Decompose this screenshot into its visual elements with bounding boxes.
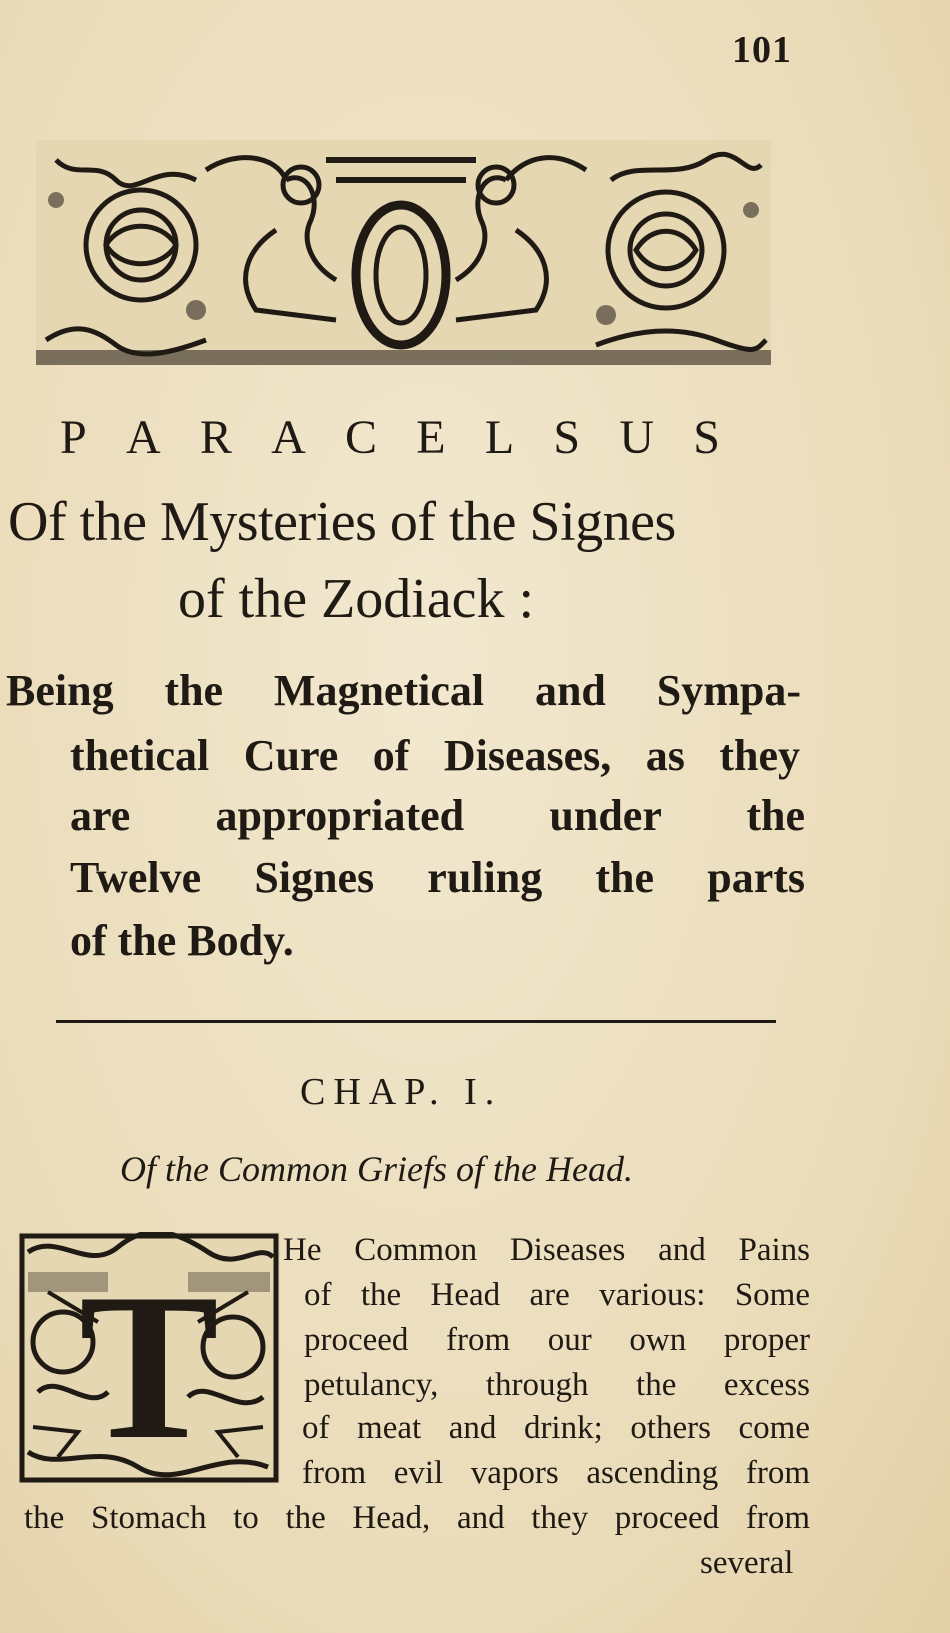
author-letter: C bbox=[345, 411, 378, 464]
author-letter: U bbox=[619, 411, 654, 464]
ornamental-headpiece-icon bbox=[36, 140, 771, 365]
subtitle-line-2: thetical Cure of Diseases, as they bbox=[70, 731, 800, 780]
author-letter: A bbox=[271, 411, 306, 464]
title-line-1: Of the Mysteries of the Signes bbox=[8, 491, 676, 553]
initial-letter: T bbox=[78, 1251, 220, 1483]
subtitle-line-4: Twelve Signes ruling the parts bbox=[70, 853, 805, 902]
chapter-subheading: Of the Common Griefs of the Head. bbox=[120, 1149, 633, 1189]
author-letter: E bbox=[416, 411, 446, 464]
subtitle-line-1: Being the Magnetical and Sympa- bbox=[6, 666, 801, 715]
author-letter: S bbox=[693, 411, 720, 464]
body-line-6: from evil vapors ascending from bbox=[302, 1455, 810, 1491]
body-line-2: of the Head are various: Some bbox=[304, 1277, 810, 1313]
subtitle-line-3: are appropriated under the bbox=[70, 791, 805, 840]
title-line-2: of the Zodiack : bbox=[178, 568, 535, 630]
body-line-1: He Common Diseases and Pains bbox=[283, 1232, 810, 1268]
author-letter: L bbox=[484, 411, 515, 464]
author-letter: A bbox=[125, 411, 161, 464]
author-letter: R bbox=[199, 411, 232, 464]
horizontal-rule bbox=[56, 1020, 776, 1023]
decorated-initial-t-icon bbox=[18, 1232, 280, 1484]
author-heading bbox=[60, 410, 720, 465]
body-line-5: of meat and drink; others come bbox=[302, 1410, 810, 1446]
body-line-3: proceed from our own proper bbox=[304, 1322, 810, 1358]
author-letter: S bbox=[553, 411, 581, 464]
author-letter: P bbox=[60, 411, 87, 464]
body-line-4: petulancy, through the excess bbox=[304, 1367, 810, 1403]
body-line-7: the Stomach to the Head, and they proceed from bbox=[24, 1500, 810, 1536]
subtitle-line-5: of the Body. bbox=[70, 916, 294, 965]
chapter-heading: CHAP. I. bbox=[300, 1071, 503, 1113]
catchword: several bbox=[700, 1545, 794, 1581]
page-number: 101 bbox=[732, 29, 792, 71]
